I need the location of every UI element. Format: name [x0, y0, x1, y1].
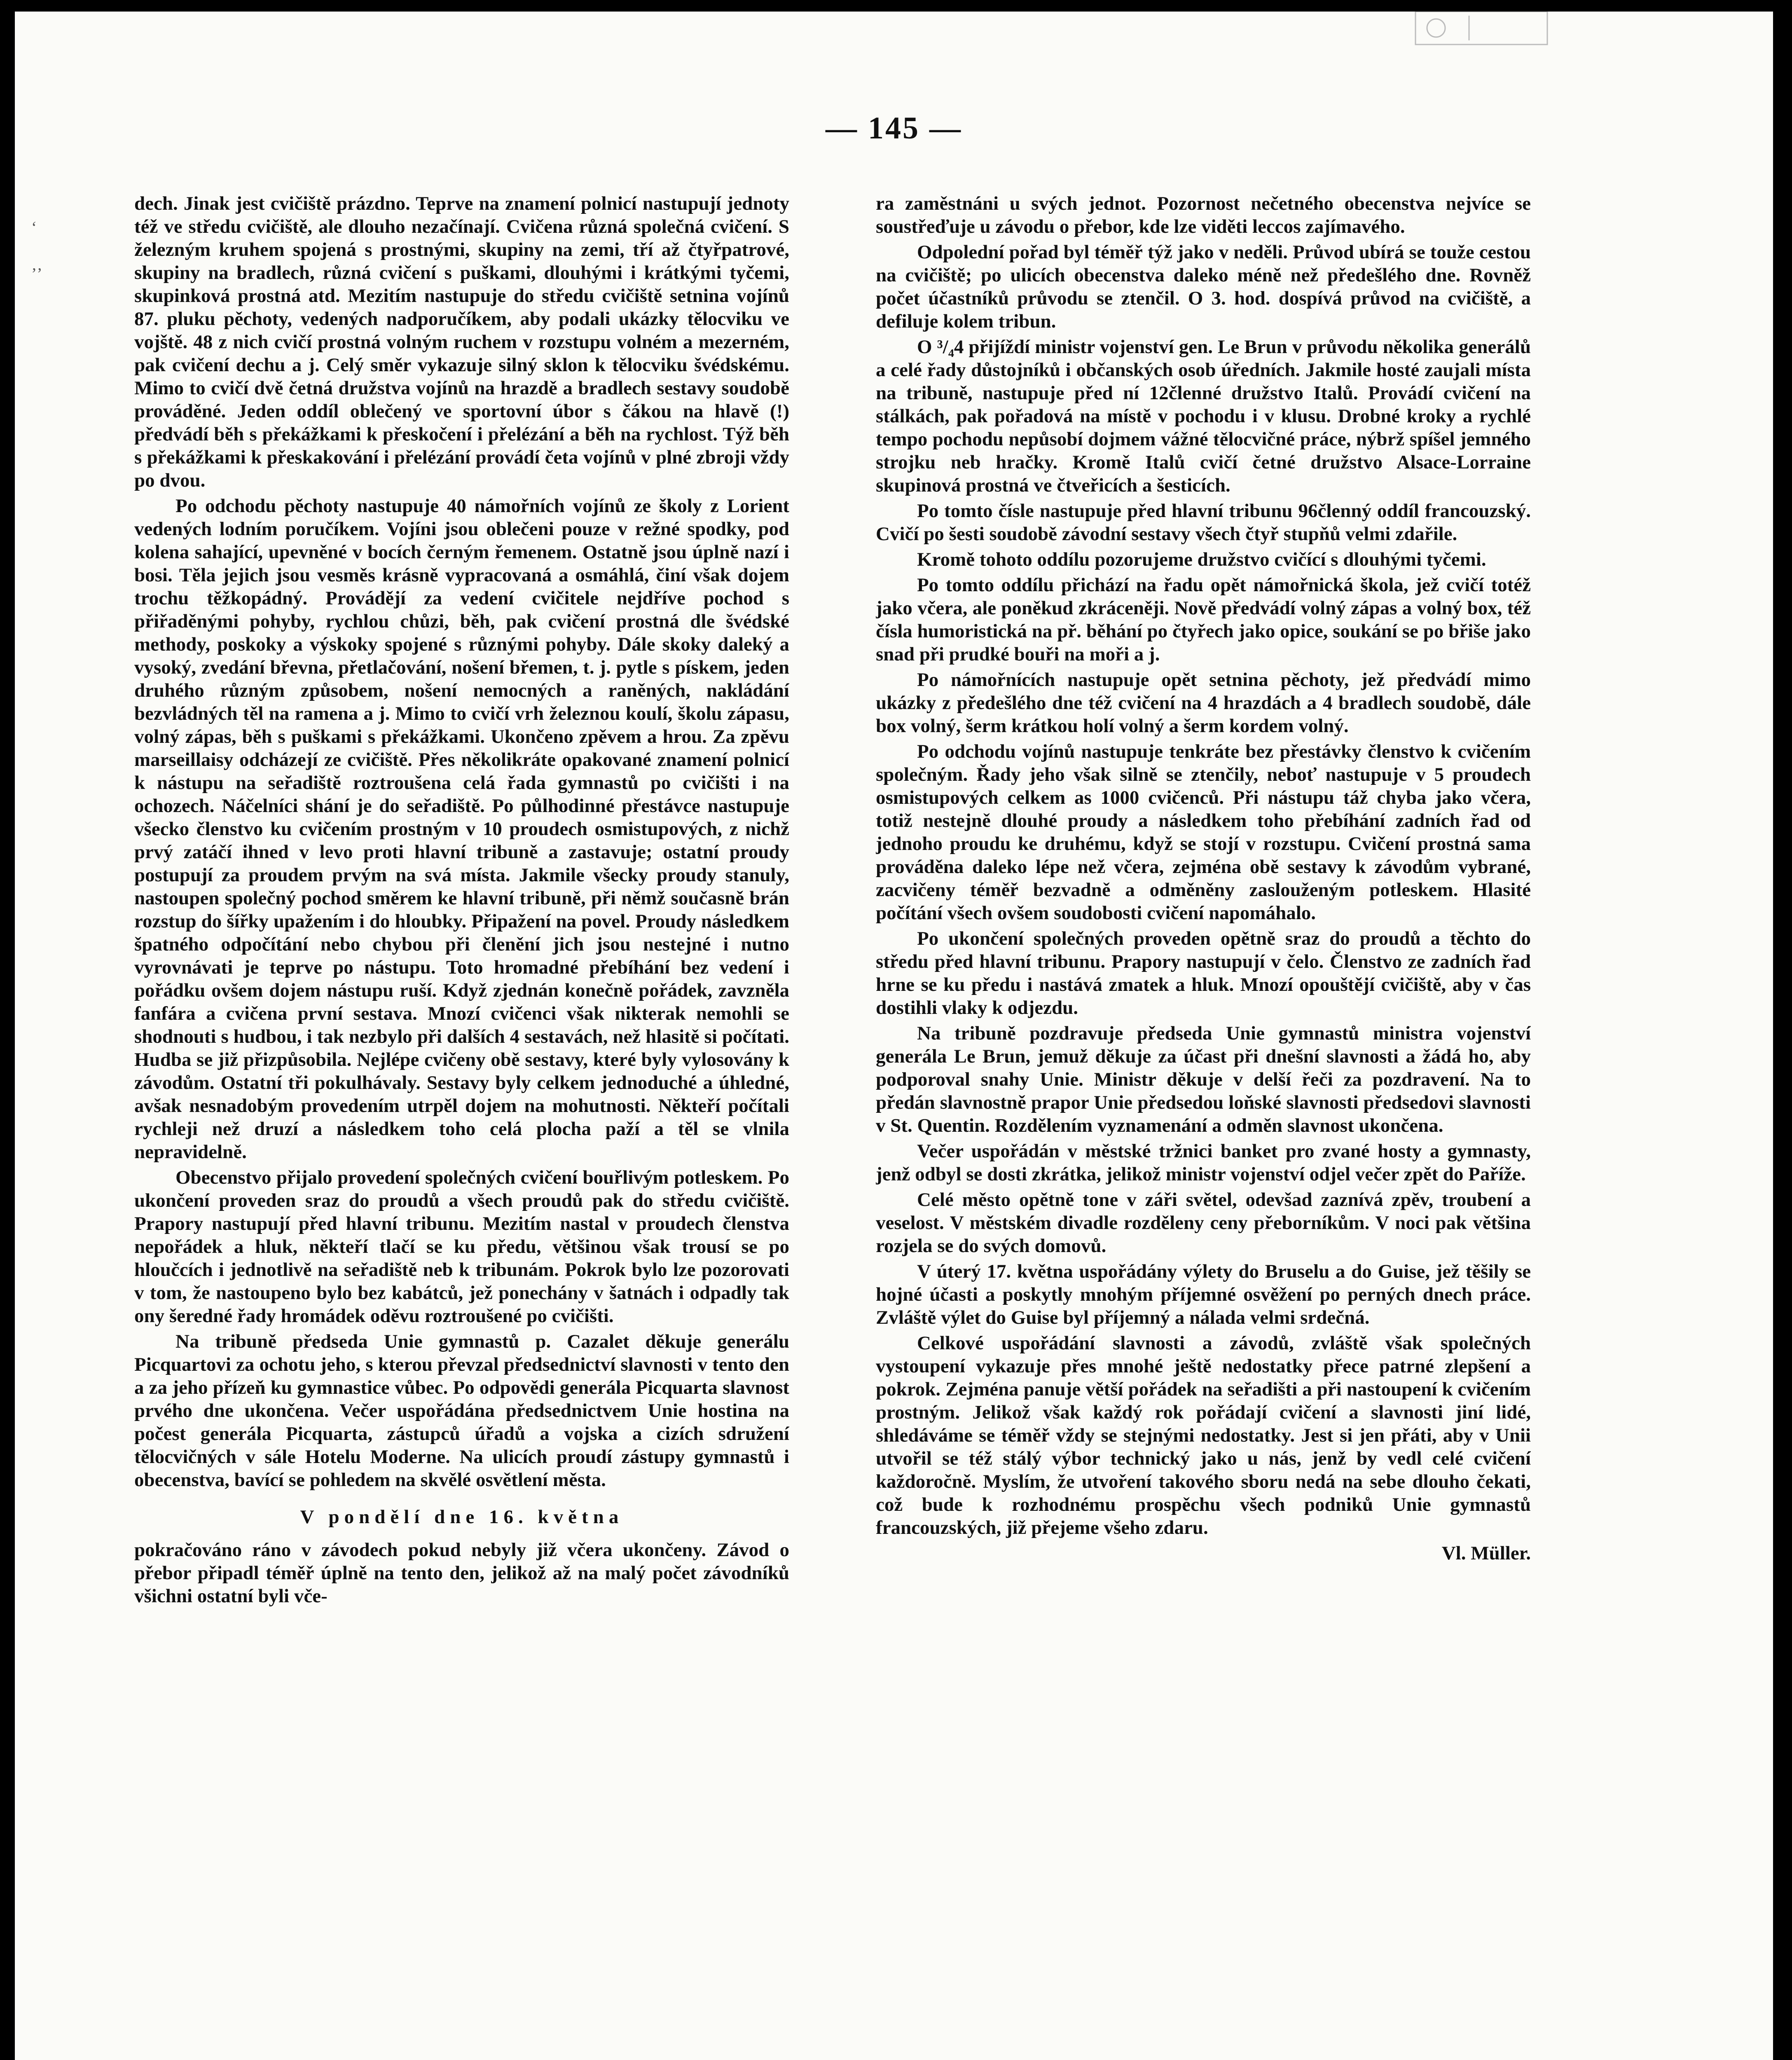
paragraph: pokračováno ráno v závodech pokud nebyly již včera ukončeny. Závod o přebor připadl téměř úplně na tento den, jelikož až na malý počet závodníků všichni ostatní byli vče- — [134, 1539, 789, 1607]
right-column — [876, 192, 1531, 1997]
section-heading: V pondělí dne 16. května — [300, 1506, 624, 1528]
margin-mark: ‚‚ — [31, 255, 42, 274]
page-number-header: — 145 — — [826, 111, 962, 145]
paragraph: Po tomto oddílu přichází na řadu opět námořnická škola, jež cvičí totéž jako včera, ale poněkud zkráceněji. Nově předvádí volný zápas a volný box, též čísla humoristická na př. běhání po čtyřech jako opice, soukání se po břiše jako snad při prudké bouři na moři a j. — [876, 574, 1531, 665]
library-stamp-graphic — [1411, 12, 1551, 49]
paragraph: V úterý 17. května uspořádány výlety do Bruselu a do Guise, jež těšily se hojné účasti a poskytly mnohým příjemné osvěžení po perných dnech práce. Zvláště výlet do Guise byl příjemný a nálada velmi srdečná. — [876, 1261, 1531, 1328]
paragraph: Po odchodu pěchoty nastupuje 40 námořních vojínů ze školy z Lorient vedených lodním poručíkem. Vojíni jsou oblečeni pouze v režné spodky, pod kolena sahající, upevněné v bocích černým řemenem. Ostatně jsou úplně nazí i bosi. Těla jejich jsou vesměs krásně vypracovaná a osmáhlá, činí však dojem trochu těžkopádný. Provádějí za vedení cvičitele nejdříve pochod s přiřaděnými pohyby, rychlou chůzi, běh, pak cvičení prostná dle švédské methody, poskoky a výskoky spojené s různými pohyby. Dále skoky daleký a vysoký, zvedání břevna, přetlačování, nošení břemen, t. j. pytle s pískem, jeden druhého různým způsobem, nošení nemocných a raněných, nakládání bezvládných těl na ramena a j. Mimo to cvičí vrh železnou koulí, školu zápasu, volný zápas, běh s puškami s překážkami. Ukončeno zpěvem a hrou. Za zpěvu marseillaisy odcházejí ze cvičiště. Přes několikráte opakované znamení polnicí k nástupu na seřadiště roztroušena celá řada gymnastů po cvičišti i na ochozech. Náčelníci shání je do seřadiště. Po půlhodinné přestávce nastupuje všecko členstvo ku cvičením prostným v 10 proudech osmistupových, z nichž prvý zatáčí ihned v levo proti hlavní tribuně a zastavuje; ostatní proudy postupují za proudem prvým na svá místa. Jakmile všecky proudy stanuly, nastoupen společný pochod směrem ke hlavní tribuně, při němž současně brán rozstup do šířky upažením i do hloubky. Připažení na povel. Proudy následkem špatného odpočítání nebo chybou při členění jich jsou nestejné i nutno vyrovnávati je teprve po nástupu. Toto hromadné přebíhání bez vedení i pořádku ovšem dojem nástupu ruší. Když zjednán konečně pořádek, zavzněla fanfára a cvičena první sestava. Mnozí cvičenci však nikterak nemohli se shodnouti s hudbou, i tak nezbylo při dalších 4 sestavách, než hlasitě si počítati. Hudba se již přizpůsobila. Nejlépe cvičeny obě sestavy, které byly vylosovány k závodům. Ostatní tři pokulhávaly. Sestavy byly celkem jednoduché a úhledné, avšak nesnadobým provedením utrpěl dojem na mohutnosti. Někteří počítali rychleji než druzí a následkem toho celá plocha paží a těl se vlnila nepravidelně. — [134, 495, 789, 1163]
paragraph: Celkové uspořádání slavnosti a závodů, zvláště však společných vystoupení vykazuje přes mnohé ještě nedostatky přece patrné zlepšení a pokrok. Zejména panuje větší pořádek na seřadišti a při nastoupení k cvičením prostným. Jelikož však každý rok pořádají cvičení a slavnosti jiní lidé, shledáváme se téměř vždy se stejnými nedostatky. Jest si jen přáti, aby v Unii utvořil se též stálý výbor technický jako u nás, jenž by vedl celé cvičení každoročně. Myslím, že utvoření takového sboru nedá na sebe dlouho čekati, což bude k rozhodnému prospěchu všech podniků Unie gymnastů francouzských, již přejeme všeho zdaru. — [876, 1332, 1531, 1538]
paragraph: Celé město opětně tone v záři světel, odevšad zaznívá zpěv, troubení a veselost. V městském divadle rozděleny ceny přeborníkům. V noci pak většina rozjela se do svých domovů. — [876, 1189, 1531, 1257]
margin-mark: ‘ — [31, 218, 37, 236]
paragraph: Po ukončení společných proveden opětně sraz do proudů a těchto do středu před hlavní tribunu. Prapory nastupují v čelo. Členstvo ze zadních řad hrne se ku předu i nastává zmatek a hluk. Mnozí opouštějí cvičiště, aby v čas dostihli vlaky k odjezdu. — [876, 928, 1531, 1018]
paragraph: Na tribuně pozdravuje předseda Unie gymnastů ministra vojenství generála Le Brun, jemuž děkuje za účast při dnešní slavnosti a žádá ho, aby podporoval snahy Unie. Ministr děkuje v delší řeči za pozdravení. Na to předán slavnostně prapor Unie předsedou loňské slavnosti předsedovi slavnosti v St. Quentin. Rozdělením vyznamenání a odměn slavnost ukončena. — [876, 1023, 1531, 1136]
paragraph: Po tomto čísle nastupuje před hlavní tribunu 96členný oddíl francouzský. Cvičí po šesti soudobě závodní sestavy všech čtyř stupňů velmi zdařile. — [876, 500, 1531, 545]
author-signature: Vl. Müller. — [1441, 1543, 1531, 1564]
paragraph: Obecenstvo přijalo provedení společných cvičení bouřlivým potleskem. Po ukončení proveden sraz do proudů a všech proudů pak do středu cvičiště. Prapory nastupují před hlavní tribunu. Mezitím nastal v proudech členstva nepořádek a hluk, někteří tlačí se ku předu, většinou však trousí se po hloučcích i jednotlivě na seřadiště neb k tribunám. Pokrok bylo lze pozorovati v tom, že nastoupeno bylo bez kabátců, jež ponechány v šatnách i odpadly tak ony šeredné řady hromádek oděvu roztroušené po cvičišti. — [134, 1167, 789, 1327]
paragraph: Po odchodu vojínů nastupuje tenkráte bez přestávky členstvo k cvičením společným. Řady jeho však silně se ztenčily, neboť nastupuje v 5 proudech osmistupových celkem as 1000 cvičenců. Při nástupu táž chyba jako včera, totiž nestejně dlouhé proudy a následkem toho přebíhání zadních řad od jednoho proudu ke druhému, když se stojí v rozstupu. Cvičení prostná sama prováděna daleko lépe než včera, zejména obě sestavy k závodům vybrané, zacvičeny téměř bezvadně a odměněny zaslouženým potleskem. Hlasité počítání všech ovšem soudobosti cvičení napomáhalo. — [876, 741, 1531, 924]
scanned-page — [15, 12, 1773, 2060]
paragraph: Po námořnících nastupuje opět setnina pěchoty, jež předvádí mimo ukázky z předešlého dne též cvičení na 4 hrazdách a 4 bradlech soudobě, dále box volný, šerm krátkou holí volný a šerm kordem volný. — [876, 669, 1531, 737]
paragraph: Odpolední pořad byl téměř týž jako v neděli. Průvod ubírá se touže cestou na cvičiště; po ulicích obecenstva daleko méně než předešlého dne. Rovněž počet účastníků průvodu se ztenčil. O 3. hod. dospívá průvod na cvičiště, a defiluje kolem tribun. — [876, 241, 1531, 332]
paragraph: Na tribuně předseda Unie gymnastů p. Cazalet děkuje generálu Picquartovi za ochotu jeho, s kterou převzal předsednictví slavnosti v tento den a za jeho přízeň ku gymnastice vůbec. Po odpovědi generála Picquarta slavnost prvého dne ukončena. Večer uspořádána předsednictvem Unie hostina na počest generála Picquarta, zástupců úřadů a vojska a cizích sdružení tělocvičných v sále Hotelu Moderne. Na ulicích proudí zástupy gymnastů i obecenstva, bavící se pohledem na skvělé osvětlení města. — [134, 1331, 789, 1491]
paragraph: ra zaměstnáni u svých jednot. Pozornost nečetného obecenstva nejvíce se soustřeďuje u závodu o přebor, kde lze viděti leccos zajímavého. — [876, 193, 1531, 237]
paragraph: Kromě tohoto oddílu pozorujeme družstvo cvičící s dlouhými tyčemi. — [917, 549, 1486, 570]
paragraph: Večer uspořádán v městské tržnici banket pro zvané hosty a gymnasty, jenž odbyl se dosti zkrátka, jelikož ministr vojenství odjel večer zpět do Paříže. — [876, 1140, 1531, 1185]
paragraph: O ³/₄4 přijíždí ministr vojenství gen. Le Brun v průvodu několika generálů a celé řady důstojníků i občanských osob úředních. Jakmile hosté zaujali místa na tribuně, nastupuje před ní 12členné družstvo Italů. Provádí cvičení na stálkách, pak pořadová na místě v pochodu i v klusu. Drobné kroky a rychlé tempo pochodu nepůsobí dojmem vážné tělocvičné práce, nýbrž spíšel jemného strojku neb hračky. Kromě Italů cvičí četné družstvo Alsace-Lorraine skupinová prostná ve čtveřicích a šesticích. — [876, 336, 1531, 496]
left-column — [134, 192, 789, 1997]
paragraph: dech. Jinak jest cvičiště prázdno. Teprve na znamení polnicí nastupují jednoty též ve středu cvičiště, ale dlouho nezačínají. Cvičena různá společná cvičení. S železným kruhem spojená s prostnými, skupiny na zemi, tří až čtyřpatrové, skupiny na bradlech, různá cvičení s puškami, dlouhými i krátkými tyčemi, skupinková prostná atd. Mezitím nastupuje do středu cvičiště setnina vojínů 87. pluku pěchoty, vedených nadporučíkem, aby podali ukázky tělocviku ve vojště. 48 z nich cvičí prostná volným ruchem v rozstupu volném a mezerném, pak cvičení dechu a j. Celý směr vykazuje silný sklon k tělocviku švédskému. Mimo to cvičí dvě četná družstva vojínů na hrazdě a bradlech sestavy soudobě prováděné. Jeden oddíl oblečený ve sportovní úbor s čákou na hlavě (!) předvádí běh s překážkami k přeskočení i přelézání a běh na rychlost. Týž běh s překážkami k přeskakování i přelézání provádí četa vojínů v plné zbroji vždy po dvou. — [134, 193, 789, 491]
